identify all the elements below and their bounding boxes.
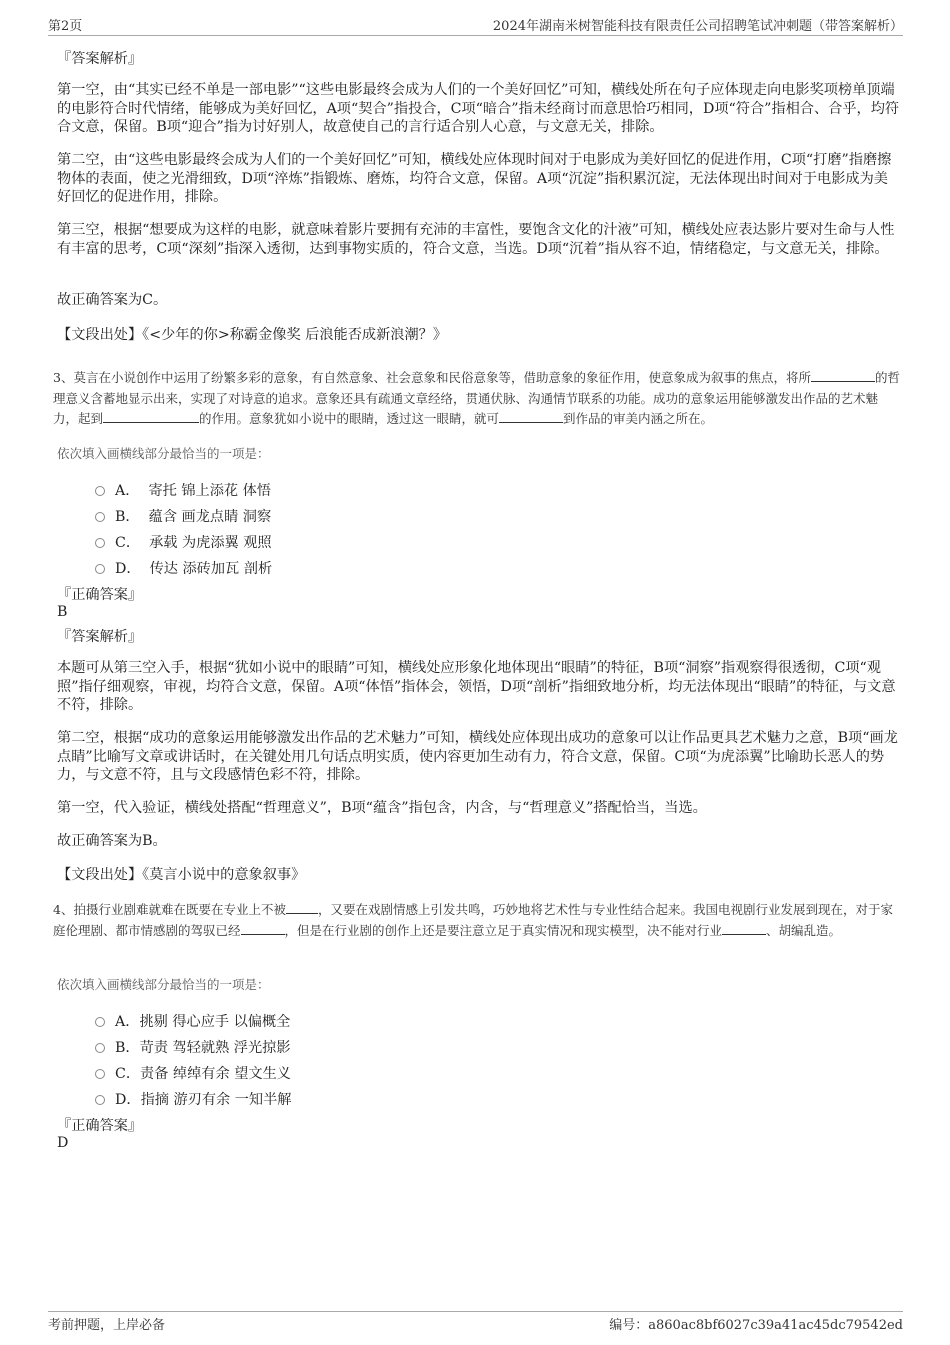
option-text: 承载 为虎添翼 观照 (149, 535, 272, 551)
question-text: ，但是在行业剧的创作上还是要注意立足于真实情况和现实模型，决不能对行业 (284, 922, 723, 938)
option-letter: A． (115, 483, 140, 499)
fill-blank (286, 901, 318, 914)
analysis-label: 『答案解析』 (57, 629, 143, 645)
question-instruction: 依次填入画横线部分最恰当的一项是： (57, 977, 270, 992)
option-d[interactable] (95, 558, 272, 578)
option-text: 传达 添砖加瓦 剖析 (149, 561, 273, 577)
radio-icon[interactable] (95, 1043, 105, 1053)
option-letter: D． (115, 561, 141, 577)
page-footer (48, 1311, 903, 1334)
question-text: 到作品的审美内涵之所在。 (563, 411, 714, 426)
fill-blank (811, 369, 875, 382)
option-d[interactable] (95, 1089, 291, 1109)
option-text: 寄托 锦上添花 体悟 (148, 483, 271, 499)
option-text: 责备 绰绰有余 望文生义 (140, 1066, 291, 1082)
conclusion: 故正确答案为C。 (57, 292, 168, 308)
fill-blank (499, 410, 563, 423)
radio-icon[interactable] (95, 538, 105, 548)
question-3-stem (53, 368, 901, 430)
option-a[interactable] (95, 480, 271, 500)
code-value: a860ac8bf6027c39a41ac45dc79542ed (648, 1318, 903, 1333)
radio-icon[interactable] (95, 1017, 105, 1027)
analysis-paragraph-3: 第一空，代入验证，横线处搭配“哲理意义”，B项“蕴含”指包含，内含，与“哲理意义”搭配恰当，当选。 (57, 800, 707, 816)
analysis-label: 『答案解析』 (57, 51, 143, 67)
code-label: 编号： (609, 1318, 649, 1333)
question-instruction: 依次填入画横线部分最恰当的一项是： (57, 446, 270, 461)
option-text: 指摘 游刃有余 一知半解 (140, 1092, 292, 1108)
question-text: 的哲理意义含蓄地显示出来，实现了对诗意的追求。意象还具有疏通文章经络，贯通伏脉、沟通情节联系的功能。成功的意象运用能够激发出作品的艺术魅力，起到 (53, 370, 900, 426)
option-text: 挑剔 得心应手 以偏概全 (139, 1014, 291, 1030)
radio-icon[interactable] (95, 564, 105, 574)
correct-answer-label: 『正确答案』 (57, 1118, 143, 1134)
document-title: 2024年湖南米树智能科技有限责任公司招聘笔试冲刺题（带答案解析） (492, 19, 903, 34)
source-citation: 【文段出处】《莫言小说中的意象叙事》 (57, 867, 306, 883)
analysis-paragraph-1: 本题可从第三空入手，根据“犹如小说中的眼睛”可知，横线处应形象化地体现出“眼睛”的特征，B项“洞察”指观察得很透彻，C项“观照”指仔细观察，审视，均符合文意，保留。A项“体悟”指体会，领悟，D项“剖析”指细致地分析，均无法体现出“眼睛”的特征，与文意不符，排除。 (57, 660, 896, 713)
option-b[interactable] (95, 506, 271, 526)
analysis-paragraph-2: 第二空，根据“成功的意象运用能够激发出作品的艺术魅力”可知，横线处应体现出成功的意象可以让作品更具艺术魅力之意，B项“画龙点睛”比喻写文章或讲话时，在关键处用几句话点明实质，使内容更加生动有力，符合文意，保留。C项“为虎添翼”比喻助长恶人的势力，与文意不符，且与文段感情色彩不符，排除。 (57, 730, 898, 783)
option-letter: B． (115, 509, 140, 525)
option-letter: D． (115, 1092, 141, 1108)
radio-icon[interactable] (95, 512, 105, 522)
analysis-paragraph-3: 第三空，根据“想要成为这样的电影，就意味着影片要拥有充沛的丰富性，要饱含文化的汁液”可知，横线处应表达影片要对生命与人性有丰富的思考，C项“深刻”指深入透彻，达到事物实质的，符合文意，当选。D项“沉着”指从容不迫，情绪稳定，与文意无关，排除。 (57, 222, 895, 257)
option-letter: B． (115, 1040, 140, 1056)
question-text: 的作用。意象犹如小说中的眼睛，透过这一眼睛，就可 (199, 411, 500, 426)
conclusion: 故正确答案为B。 (57, 833, 167, 849)
option-b[interactable] (95, 1037, 291, 1057)
source-citation: 【文段出处】《<少年的你>称霸金像奖 后浪能否成新浪潮？》 (57, 327, 448, 343)
option-text: 蕴含 画龙点睛 洞察 (148, 509, 272, 525)
option-c[interactable] (95, 532, 272, 552)
analysis-paragraph-1: 第一空，由“其实已经不单是一部电影”“这些电影最终会成为人们的一个美好回忆”可知，横线处所在句子应体现走向电影奖项榜单顶端的电影符合时代情绪，能够成为美好回忆，A项“契合”指投合，C项“暗合”指未经商讨而意思恰巧相同，D项“符合”指相合、合乎，均符合文意，保留。B项“迎合”指为讨好别人，故意使自己的言行适合别人心意，与文意无关，排除。 (57, 82, 900, 135)
radio-icon[interactable] (95, 1095, 105, 1105)
radio-icon[interactable] (95, 1069, 105, 1079)
question-text: 4、拍摄行业剧难就难在既要在专业上不被 (53, 902, 286, 917)
option-letter: A． (115, 1014, 140, 1030)
document-code (609, 1314, 903, 1333)
correct-answer-label: 『正确答案』 (57, 587, 143, 603)
page-header (48, 13, 903, 36)
correct-answer: D (57, 1135, 69, 1151)
option-letter: C． (115, 1066, 141, 1082)
fill-blank (103, 410, 199, 423)
footer-slogan: 考前押题，上岸必备 (48, 1318, 166, 1333)
option-letter: C． (115, 535, 141, 551)
page-number: 第2页 (48, 19, 83, 34)
correct-answer: B (57, 604, 68, 620)
option-c[interactable] (95, 1063, 291, 1083)
question-text: 、胡编乱造。 (766, 922, 842, 938)
option-text: 苛责 驾轻就熟 浮光掠影 (139, 1040, 291, 1056)
question-text: ，又要在戏剧情感上引发共鸣，巧妙地将艺术性与专业性结合起来。我国电视剧行业发展到现在，对于家庭伦理剧、都市情感剧的驾驭已经 (53, 902, 893, 938)
analysis-paragraph-2: 第二空，由“这些电影最终会成为人们的一个美好回忆”可知，横线处应体现时间对于电影成为美好回忆的促进作用，C项“打磨”指磨擦物体的表面，使之光滑细致，D项“淬炼”指锻炼、磨炼，均符合文意，保留。A项“沉淀”指积累沉淀，无法体现出时间对于电影成为美好回忆的促进作用，排除。 (57, 152, 892, 205)
fill-blank (241, 922, 285, 935)
option-a[interactable] (95, 1011, 290, 1031)
radio-icon[interactable] (95, 486, 105, 496)
fill-blank (722, 922, 766, 935)
question-text: 3、莫言在小说创作中运用了纷繁多彩的意象，有自然意象、社会意象和民俗意象等，借助意象的象征作用，使意象成为叙事的焦点，将所 (53, 370, 811, 385)
question-4-stem (53, 900, 901, 941)
